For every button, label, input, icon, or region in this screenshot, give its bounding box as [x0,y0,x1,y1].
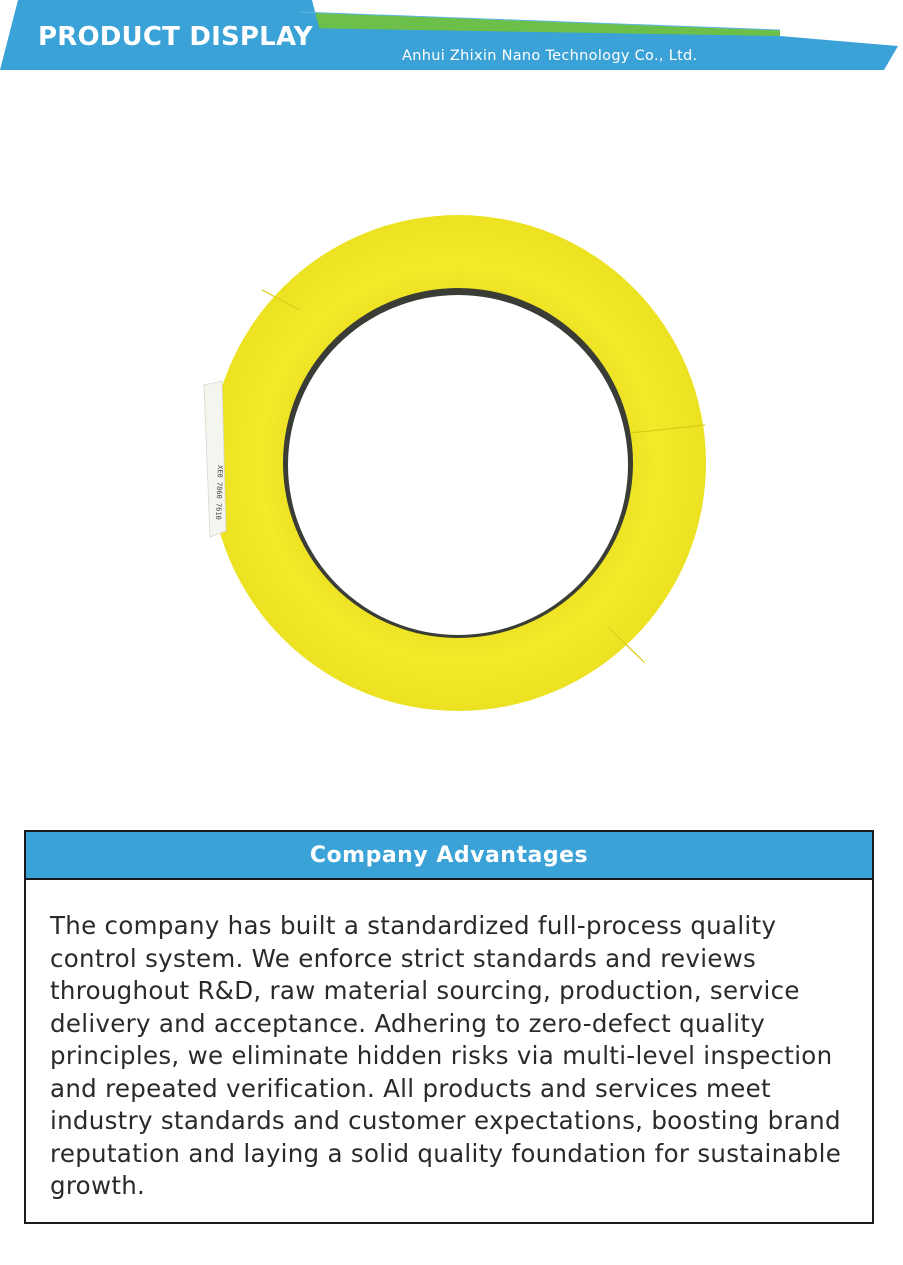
ring-label-text: XE0 7860 7610 [214,464,224,520]
ring-hole [288,295,628,635]
page-header [0,0,903,80]
product-image [170,175,730,735]
advantages-header [26,832,872,880]
advantages-box [24,830,874,1224]
advantages-title: Company Advantages [309,842,589,868]
advantages-body: The company has built a standardized full-process quality control system. We enforce strict standards and reviews throughout R&D, raw material sourcing, production, service delivery and acceptance. Adhering to zero-defect quality principles, we eliminate hidden risks via multi-level inspection and repeated verification. All products and services meet industry standards and customer expectations, boosting brand reputation and laying a solid quality foundation for sustainable growth. [50,911,842,1200]
company-name: Anhui Zhixin Nano Technology Co., Ltd. [402,48,698,64]
page-title: PRODUCT DISPLAY [38,22,313,52]
